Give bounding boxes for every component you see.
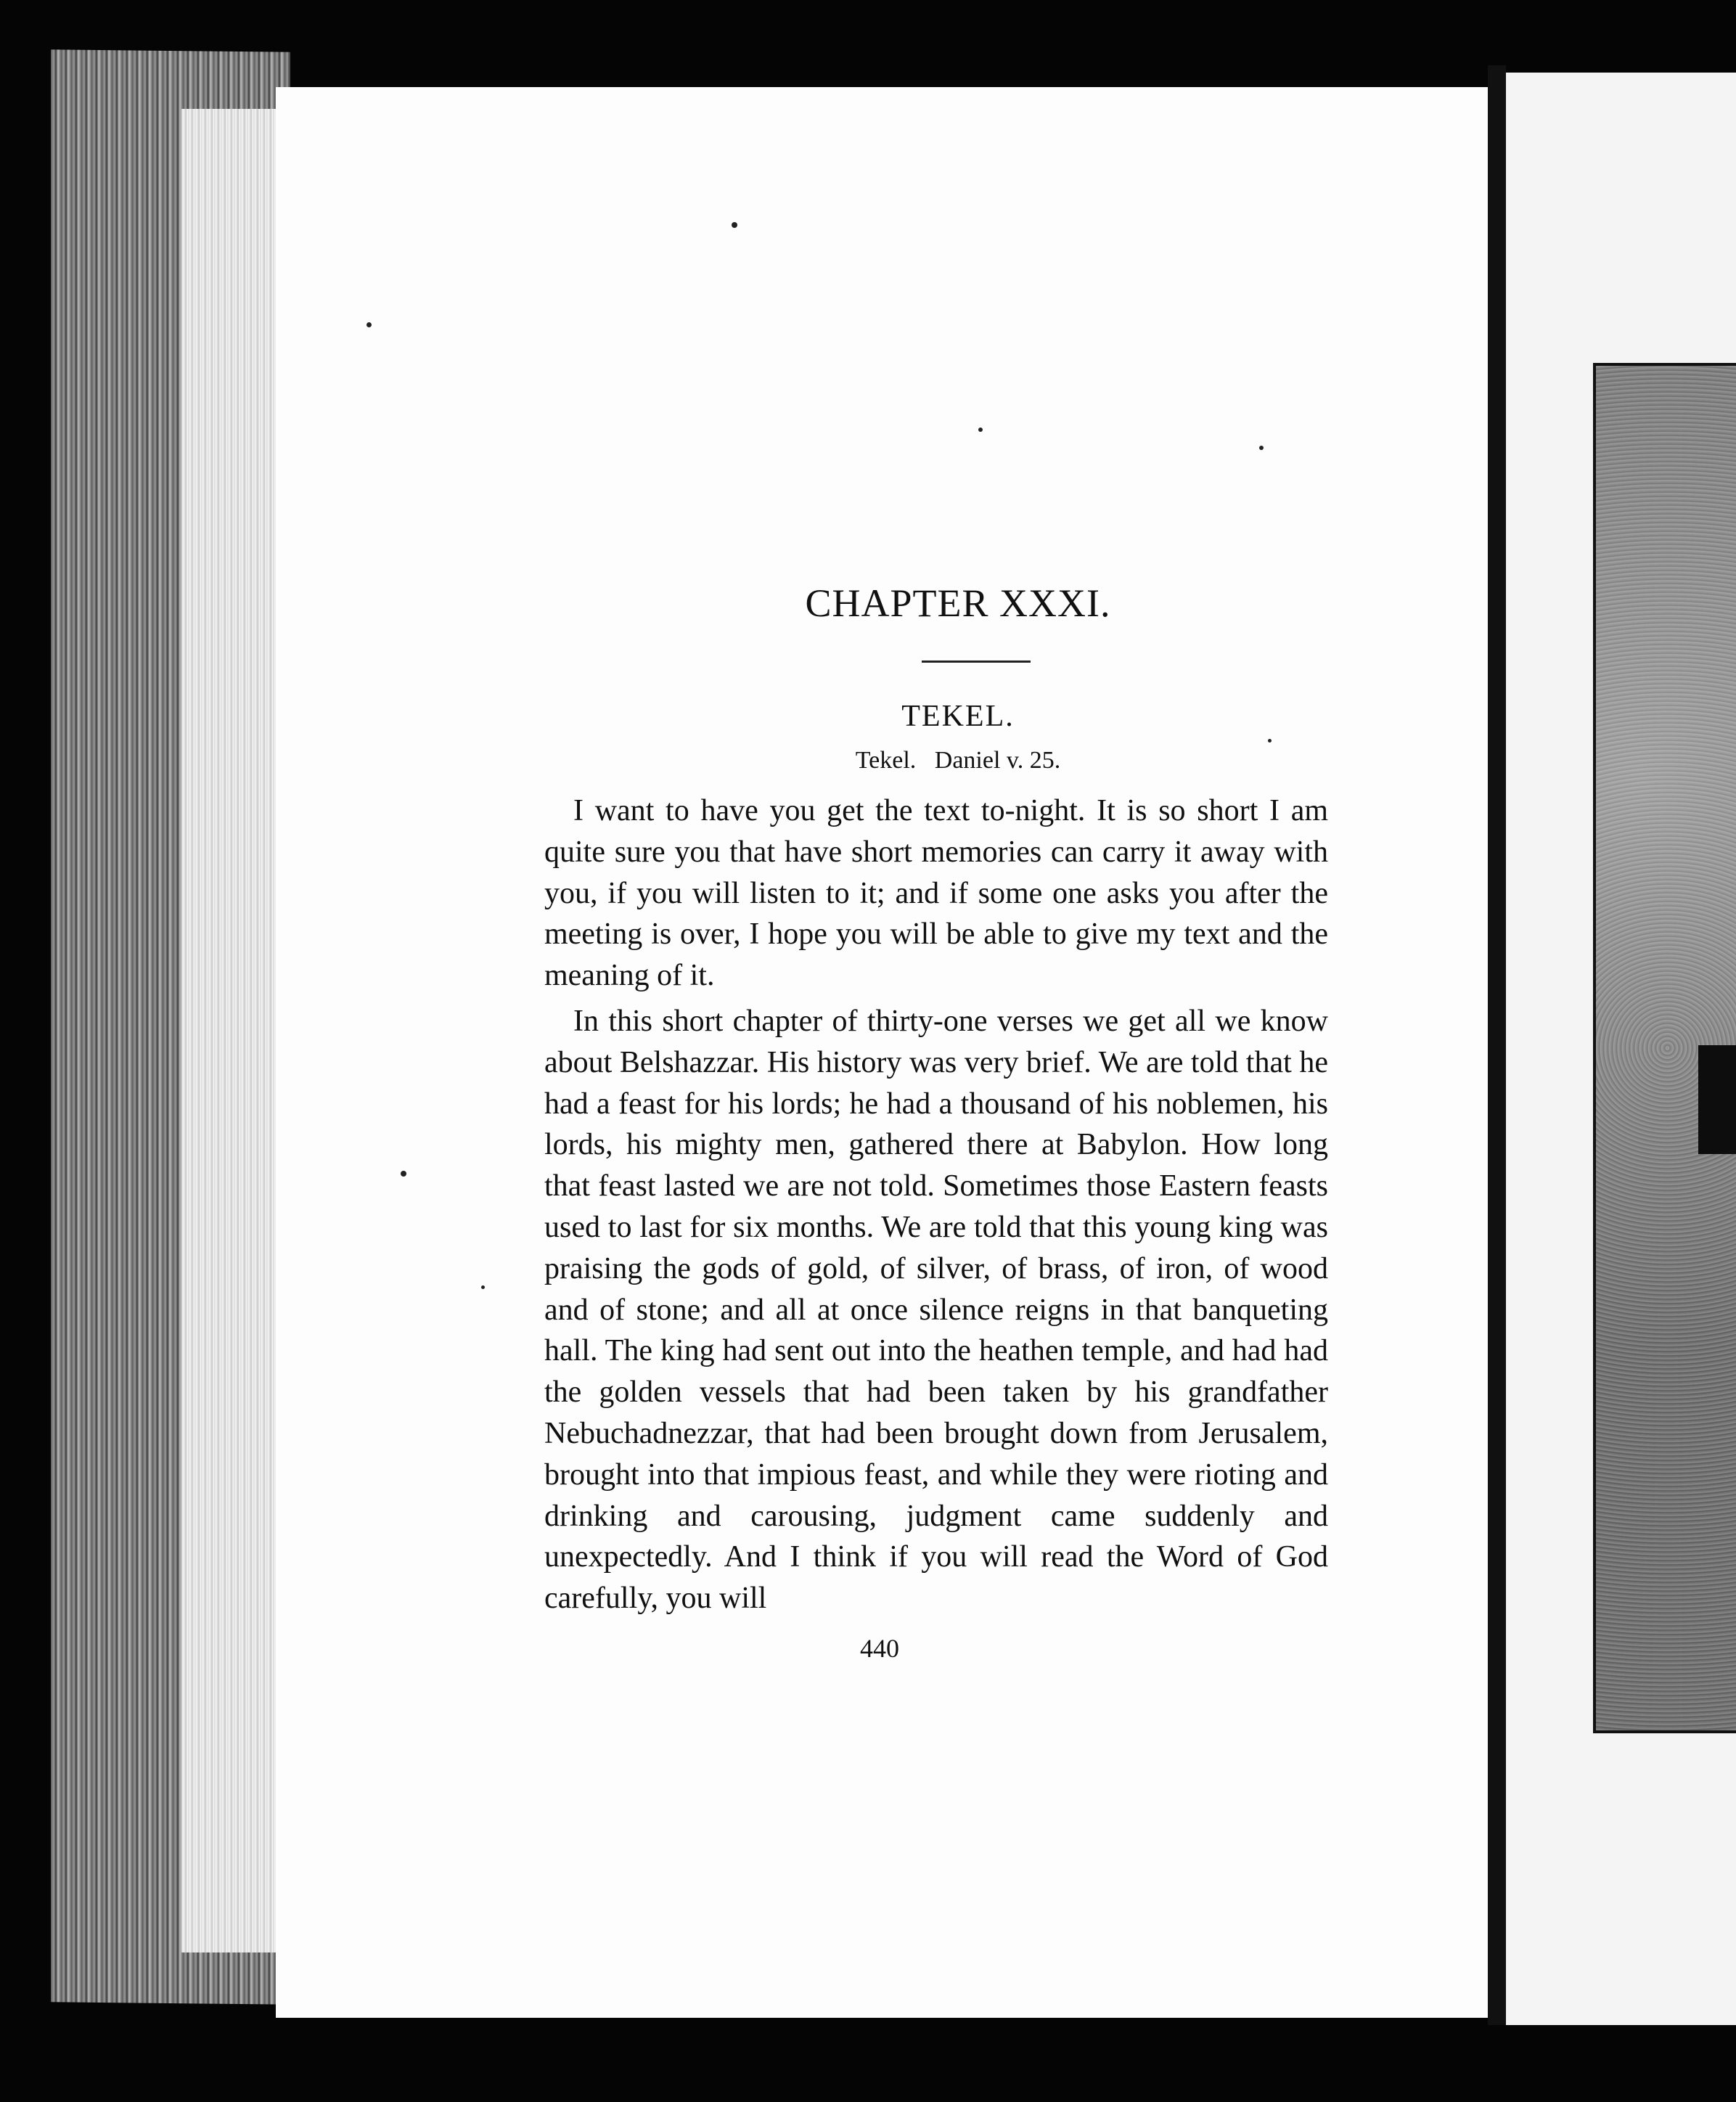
body-paragraph: I want to have you get the text to-night. It is so short I am quite sure you that have short memories can carry it away with you, if you will listen to it; and if some one asks you after the meeting is over, I hope you will be able to give my text and the meaning of it. <box>544 794 1328 993</box>
scan-speck <box>1259 446 1264 450</box>
body-paragraph: In this short chapter of thirty-one verses we get all we know about Belshazzar. His history was very brief. We are told that he had a feast for his lords; he had a thousand of his noblemen, his lords, his mighty men, gathered there at Babylon. How long that feast lasted we are not told. Sometimes those Eastern feasts used to last for six months. We are told that this young king was praising the gods of gold, of silver, of brass, of iron, of wood and of stone; and all at once silence reigns in that banqueting hall. The king had sent out into the heathen temple, and had had the golden vessels that had been taken by his grandfather Nebuchadnezzar, that had been brought down from Jerusalem, brought into that impious feast, and while they were rioting and drinking and carousing, judgment came suddenly and unexpectedly. And I think if you will read the Word of God carefully, you will <box>544 1004 1328 1616</box>
scan-speck <box>732 222 737 228</box>
scan-speck <box>367 322 372 327</box>
page-number: 440 <box>860 1634 899 1663</box>
section-title: TEKEL. <box>901 700 1015 733</box>
chapter-title: CHAPTER XXXI. <box>805 581 1111 625</box>
title-rule <box>922 661 1031 663</box>
text-block <box>544 559 1328 1619</box>
book-gutter <box>1488 65 1506 2025</box>
illustration-dark-shape <box>1698 1045 1736 1154</box>
scan-speck <box>481 1285 485 1289</box>
scripture-reference: Tekel. Daniel v. 25. <box>855 747 1061 774</box>
scan-speck <box>978 428 983 432</box>
scan-speck <box>401 1171 406 1177</box>
